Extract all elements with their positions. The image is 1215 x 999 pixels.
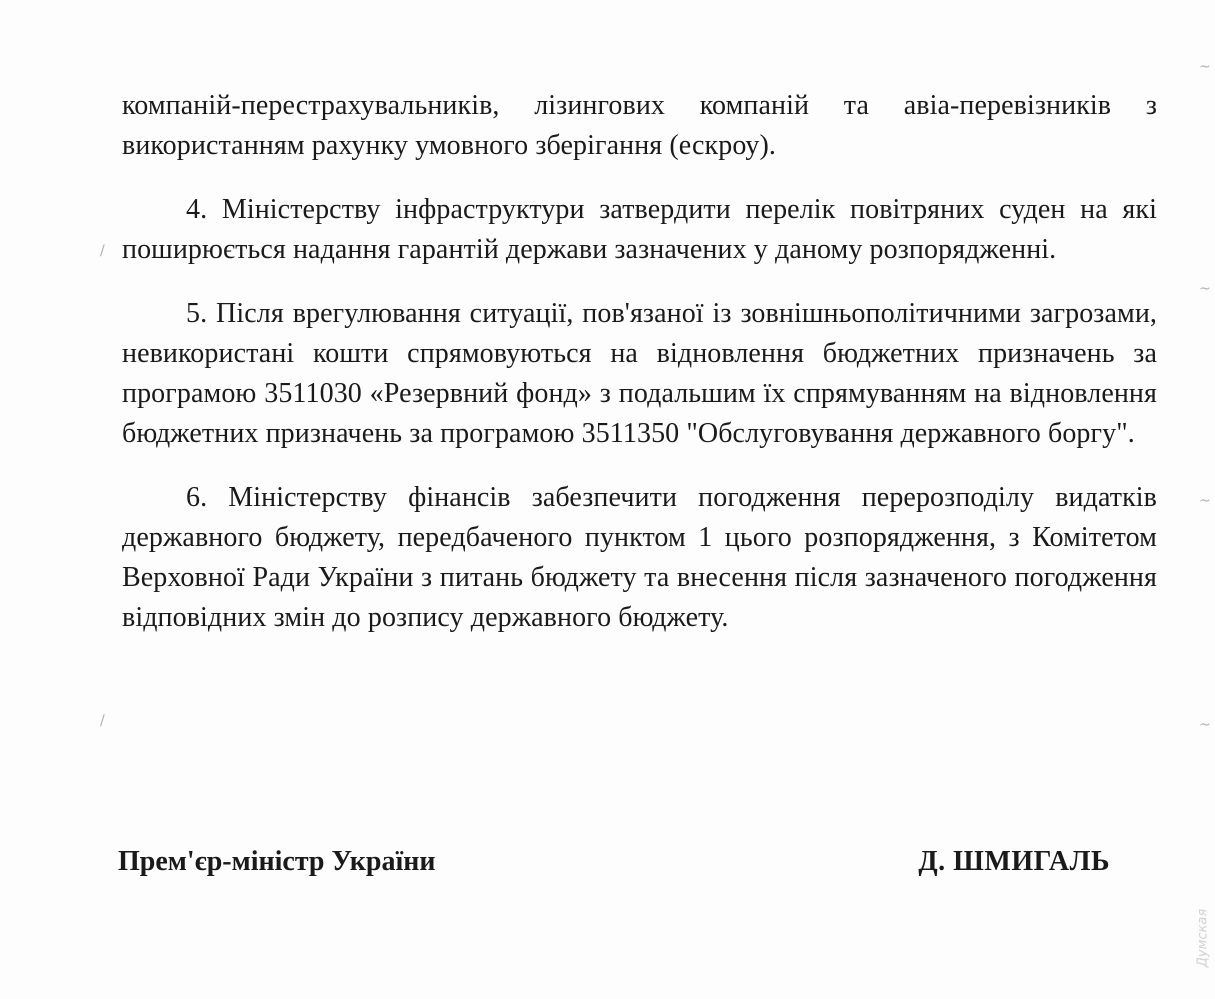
- scan-edge-mark: ~: [1199, 59, 1211, 75]
- paragraph-continuation: компаній-перестрахувальників, лізингових компаній та авіа-перевізників з використанням рахунку умовного зберігання (ескроу).: [122, 90, 1157, 161]
- scan-speck: /: [100, 243, 105, 259]
- watermark-text: Думская: [1195, 908, 1211, 968]
- scan-speck: /: [100, 713, 105, 729]
- scan-edge-mark: ~: [1199, 717, 1211, 733]
- scan-edge-mark: ~: [1199, 493, 1211, 509]
- watermark: [1193, 893, 1213, 983]
- signer-name: Д. ШМИГАЛЬ: [918, 846, 1110, 877]
- signer-title: Прем'єр-міністр України: [118, 846, 436, 877]
- scan-edge-mark: ~: [1199, 281, 1211, 297]
- document-body: [122, 86, 1157, 638]
- paragraph-item-4: 4. Міністерству інфраструктури затвердити перелік повітряних суден на які поширюється надання гарантій держави зазначених у даному розпорядженні.: [122, 194, 1157, 265]
- signature-block: [118, 842, 1110, 882]
- paragraph-item-5: 5. Після врегулювання ситуації, пов'язаної із зовнішньополітичними загрозами, невикористані кошти спрямовуються на відновлення бюджетних призначень за програмою 3511030 «Резервний фонд» з подальшим їх спрямуванням на відновлення бюджетних призначень за програмою 3511350 "Обслуговування державного боргу".: [122, 298, 1157, 449]
- paragraph-item-6: 6. Міністерству фінансів забезпечити погодження перерозподілу видатків державного бюджету, передбаченого пунктом 1 цього розпорядження, з Комітетом Верховної Ради України з питань бюджету та внесення після зазначеного погодження відповідних змін до розпису державного бюджету.: [122, 482, 1157, 633]
